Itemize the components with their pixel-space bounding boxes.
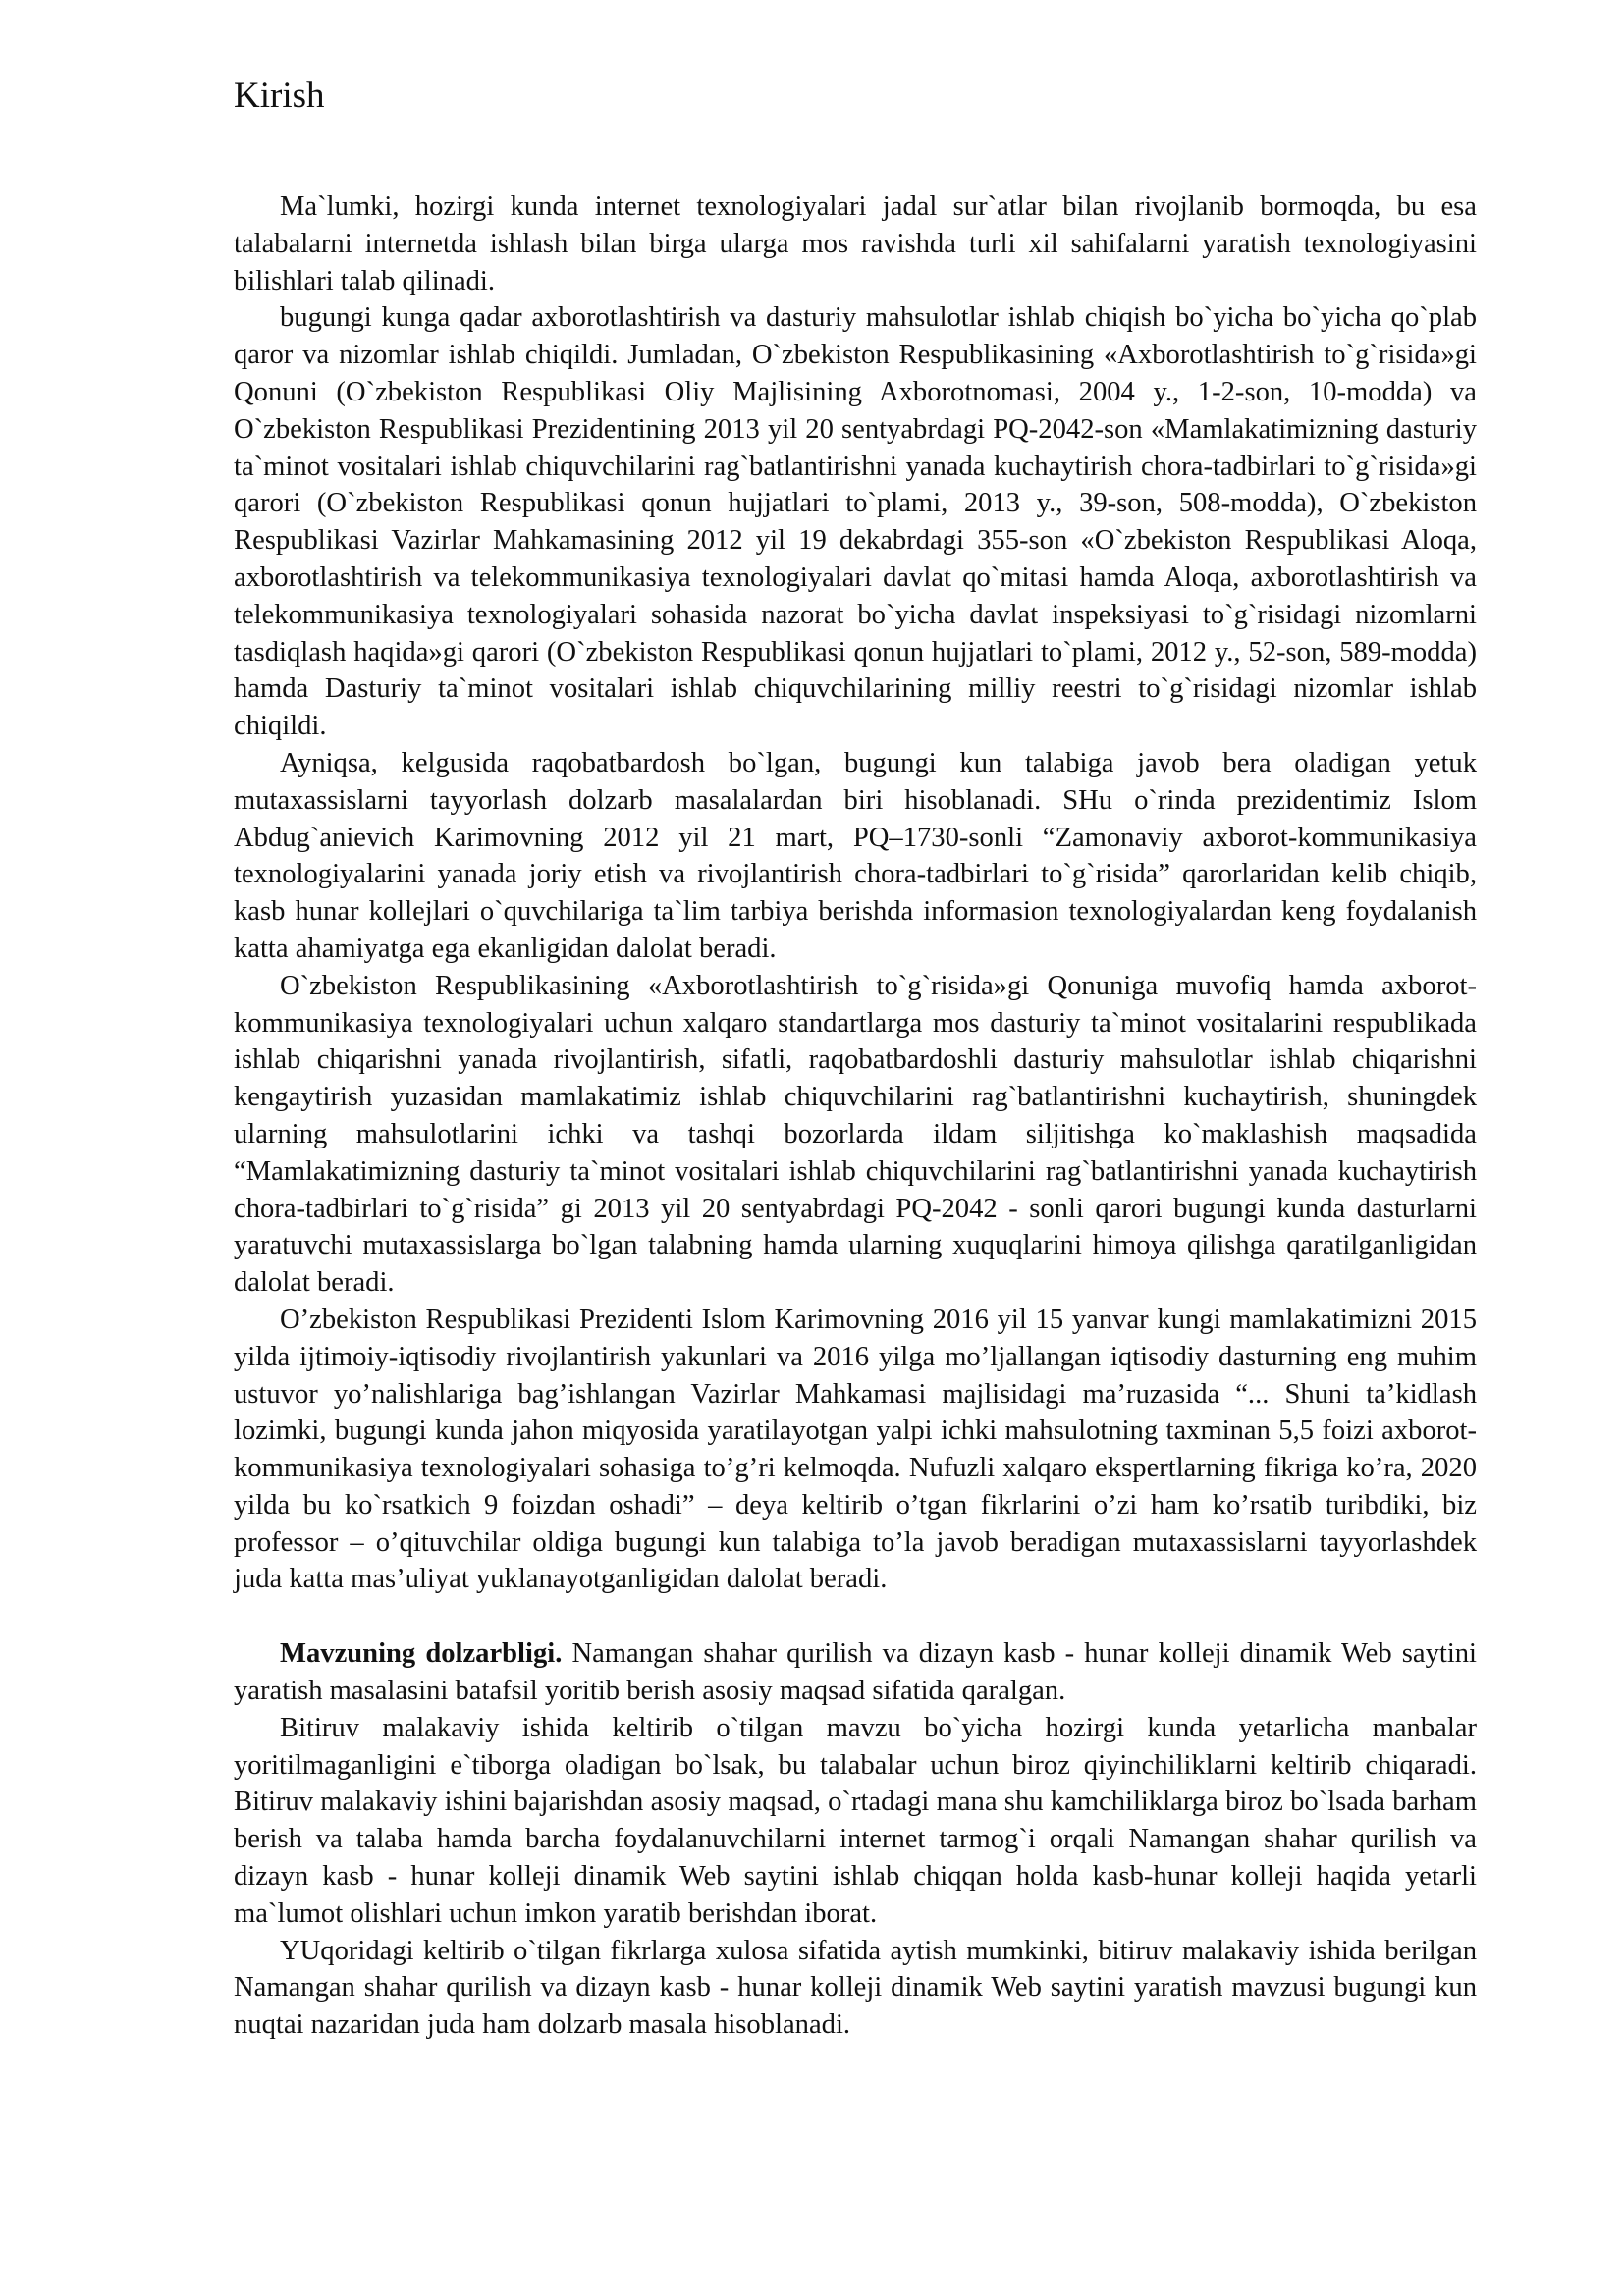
relevance-text: Namangan shahar qurilish va dizayn kasb - hunar kolleji dinamik Web saytini yaratish masalasini batafsil yoritib berish asosiy maqsad sifatida qaralgan. xyxy=(234,1638,1478,1707)
body-paragraph-3: Ayniqsa, kelgusida raqobatbardosh bo`lgan, bugungi kun talabiga javob bera oladigan yetuk mutaxassislarni tayyorlash dolzarb masalalardan biri hisoblanadi. SHu o`rinda prezidentimiz Islom Abdug`anievich Karimovning 2012 yil 21 mart, PQ–1730-sonli “Zamonaviy axborot-kommunikasiya texnologiyalarini yanada joriy etish va rivojlantirish chora-tadbirlari to`g`risida” qarorlaridan kelib chiqib, kasb hunar kollejlari o`quvchilariga ta`lim tarbiya berishda informasion texnologiyalardan keng foydalanish katta ahamiyatga ega ekanligidan dalolat beradi. xyxy=(234,747,1477,964)
body-paragraph-4: O`zbekiston Respublikasining «Axborotlashtirish to`g`risida»gi Qonuniga muvofiq hamda axborot-kommunikasiya texnologiyalari uchun xalqaro standartlarga mos dasturiy ta`minot vositalarini respublikada ishlab chiqarishni yanada rivojlantirish, sifatli, raqobatbardoshli dasturiy mahsulotlar ishlab chiqarishni kengaytirish yuzasidan mamlakatimiz ishlab chiquvchilarini rag`batlantirishni kuchaytirish, shuningdek ularning mahsulotlarini ichki va tashqi bozorlarda ildam siljitishga ko`maklashish maqsadida “Mamlakatimizning dasturiy ta`minot vositalari ishlab chiquvchilarini rag`batlantirishni yanada kuchaytirish chora-tadbirlari to`g`risida” gi 2013 yil 20 sentyabrdagi PQ-2042 - sonli qarori bugungi kunda dasturlarni yaratuvchi mutaxassislarga bo`lgan talabning hamda ularning xuquqlarini himoya qilishga qaratilganligidan dalolat beradi. xyxy=(234,970,1477,1299)
closing-paragraph-2: YUqoridagi keltirib o`tilgan fikrlarga xulosa sifatida aytish mumkinki, bitiruv malakaviy ishida berilgan Namangan shahar qurilish va dizayn kasb - hunar kolleji dinamik Web saytini yaratish mavzusi bugungi kun nuqtai nazaridan juda ham dolzarb masala hisoblanadi. xyxy=(234,1935,1477,2041)
relevance-paragraph xyxy=(234,1635,1477,1710)
section-heading: Kirish xyxy=(234,76,325,116)
body-paragraph-2: bugungi kunga qadar axborotlashtirish va dasturiy mahsulotlar ishlab chiqish bo`yicha bo`yicha qo`plab qaror va nizomlar ishlab chiqildi. Jumladan, O`zbekiston Respublikasining «Axborotlashtirish to`g`risida»gi Qonuni (O`zbekiston Respublikasi Oliy Majlisining Axborotnomasi, 2004 y., 1-2-son, 10-modda) va O`zbekiston Respublikasi Prezidentining 2013 yil 20 sentyabrdagi PQ-2042-son «Mamlakatimizning dasturiy ta`minot vositalari ishlab chiquvchilarini rag`batlantirishni yanada kuchaytirish chora-tadbirlari to`g`risida»gi qarori (O`zbekiston Respublikasi qonun hujjatlari to`plami, 2013 y., 39-son, 508-modda), O`zbekiston Respublikasi Vazirlar Mahkamasining 2012 yil 19 dekabrdagi 355-son «O`zbekiston Respublikasi Aloqa, axborotlashtirish va telekommunikasiya texnologiyalari davlat qo`mitasi hamda Aloqa, axborotlashtirish va telekommunikasiya texnologiyalari sohasida nazorat bo`yicha davlat inspeksiyasi to`g`risidagi nizomlarni tasdiqlash haqida»gi qarori (O`zbekiston Respublikasi qonun hujjatlari to`plami, 2012 y., 52-son, 589-modda) hamda Dasturiy ta`minot vositalari ishlab chiquvchilarining milliy reestri to`g`risidagi nizomlar ishlab chiqildi. xyxy=(234,302,1477,742)
closing-paragraph-1: Bitiruv malakaviy ishida keltirib o`tilgan mavzu bo`yicha hozirgi kunda yetarlicha manbalar yoritilmaganligini e`tiborga oladigan bo`lsak, bu talabalar uchun biroz qiyinchiliklarni keltirib chiqaradi. Bitiruv malakaviy ishini bajarishdan asosiy maqsad, o`rtadagi mana shu kamchiliklarga biroz bo`lsada barham berish va talaba hamda barcha foydalanuvchilarni internet tarmog`i orqali Namangan shahar qurilish va dizayn kasb - hunar kolleji dinamik Web saytini ishlab chiqqan holda kasb-hunar kolleji haqida yetarli ma`lumot olishlari uchun imkon yaratib berishdan iborat. xyxy=(234,1712,1477,1929)
body-paragraph-5: O’zbekiston Respublikasi Prezidenti Islom Karimovning 2016 yil 15 yanvar kungi mamlakatimizni 2015 yilda ijtimoiy-iqtisodiy rivojlantirish yakunlari va 2016 yilga mo’ljallangan iqtisodiy dasturning eng muhim ustuvor yo’nalishlariga bag’ishlangan Vazirlar Mahkamasi majlisidagi ma’ruzasida “... Shuni ta’kidlash lozimki, bugungi kunda jahon miqyosida yaratilayotgan yalpi ichki mahsulotning taxminan 5,5 foizi axborot-kommunikasiya texnologiyalari sohasiga to’g’ri kelmoqda. Nufuzli xalqaro ekspertlarning fikriga ko’ra, 2020 yilda bu ko`rsatkich 9 foizdan oshadi” – deya keltirib o’tgan fikrlarini o’zi ham ko’rsatib turibdiki, biz professor – o’qituvchilar oldiga bugungi kun talabiga to’la javob beradigan mutaxassislarni tayyorlashdek juda katta mas’uliyat yuklanayotganligidan dalolat beradi. xyxy=(234,1304,1477,1595)
document-body xyxy=(234,188,1477,2044)
body-paragraph-1: Ma`lumki, hozirgi kunda internet texnologiyalari jadal sur`atlar bilan rivojlanib bormoqda, bu esa talabalarni internetda ishlash bilan birga ularga mos ravishda turli xil sahifalarni yaratish texnologiyasini bilishlari talab qilinadi. xyxy=(234,191,1477,296)
relevance-lead: Mavzuning dolzarbligi. xyxy=(280,1638,563,1670)
